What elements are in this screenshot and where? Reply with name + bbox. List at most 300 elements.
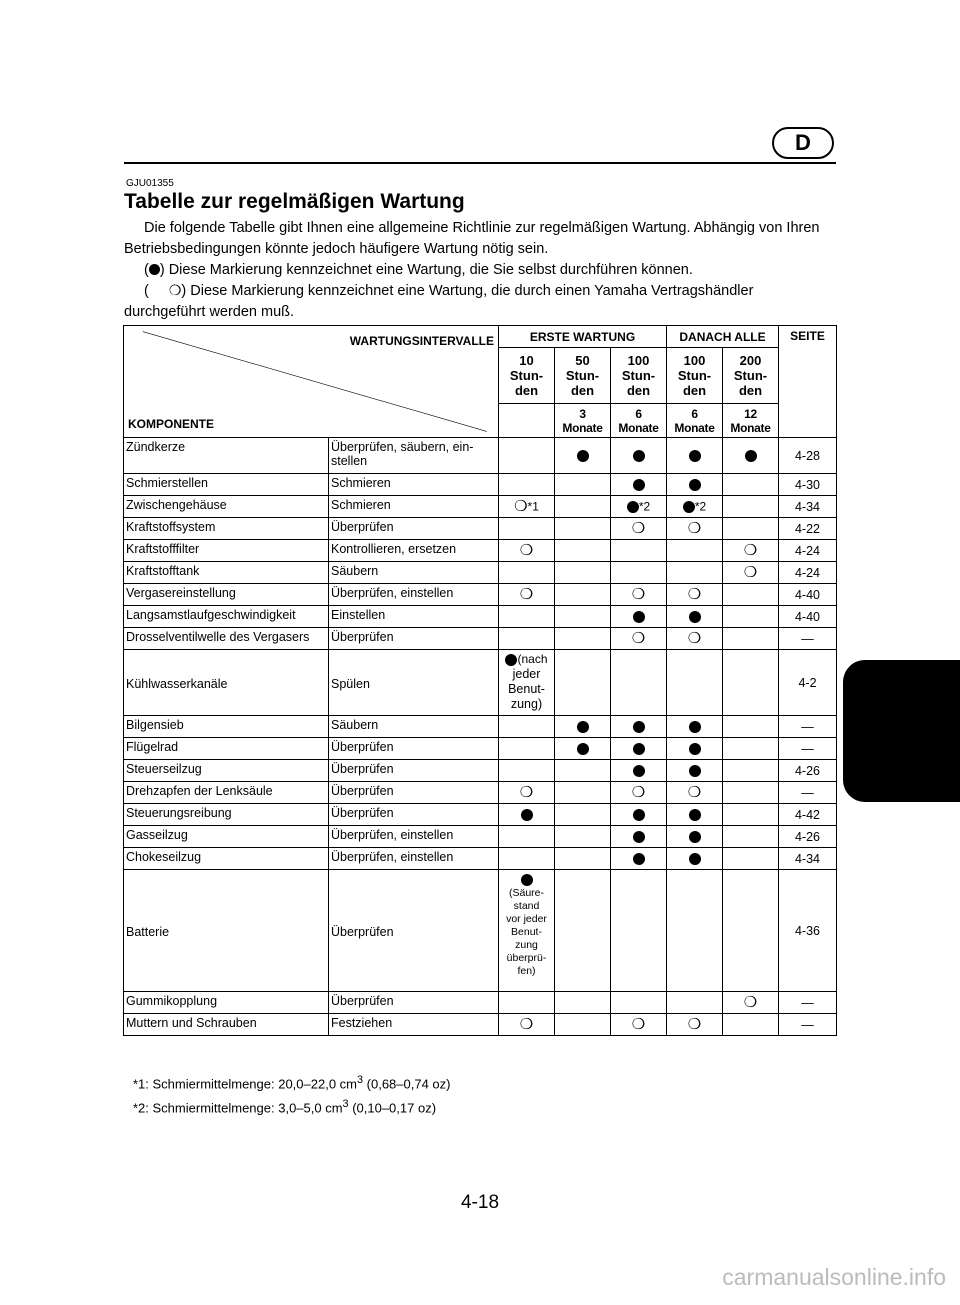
cell-text: 10 — [519, 353, 534, 368]
page-ref-cell: 4-40 — [779, 584, 837, 606]
action-cell — [329, 760, 499, 782]
filled-circle-icon — [689, 809, 701, 821]
interval-cell — [667, 804, 723, 826]
header-rule — [124, 162, 836, 164]
component-cell — [124, 804, 329, 826]
interval-cell — [611, 1014, 667, 1036]
cell-text: Kraftstoffsystem — [126, 520, 216, 534]
mark-note: (Säure- — [508, 887, 544, 899]
cell-text: Stun- — [733, 368, 768, 383]
cell-text: Überprüfen — [331, 740, 394, 754]
cell-text: Säubern — [331, 564, 379, 578]
intro-text — [124, 218, 836, 323]
component-cell — [124, 474, 329, 496]
interval-cell — [555, 826, 611, 848]
interval-cell — [555, 606, 611, 628]
interval-cell — [723, 804, 779, 826]
page-ref-cell: 4-2 — [779, 650, 837, 716]
interval-cell — [499, 716, 555, 738]
interval-cell — [611, 496, 667, 518]
interval-cell — [667, 584, 723, 606]
mark-note: überprü- — [506, 952, 547, 964]
mark — [743, 542, 758, 560]
open-circle-icon: ❍ — [743, 564, 758, 582]
cell-text: den — [682, 383, 707, 398]
cell-text: Überprüfen, säubern, ein- — [331, 440, 474, 454]
mark — [633, 742, 645, 756]
mark — [633, 720, 645, 734]
interval-cell — [499, 1014, 555, 1036]
filled-circle-icon — [149, 264, 160, 275]
filled-circle-icon — [633, 450, 645, 462]
component-cell — [124, 848, 329, 870]
mark-note: stand — [513, 900, 540, 912]
interval-cell — [667, 474, 723, 496]
table-row — [124, 650, 837, 716]
table-row — [124, 760, 837, 782]
mark — [689, 830, 701, 844]
mark-note: jeder — [512, 667, 541, 682]
interval-cell — [499, 540, 555, 562]
table-row — [124, 606, 837, 628]
table-row — [124, 992, 837, 1014]
table-row — [124, 540, 837, 562]
mark — [631, 1016, 646, 1034]
component-cell — [124, 518, 329, 540]
table-row — [124, 584, 837, 606]
cell-text: Schmieren — [331, 476, 391, 490]
page-ref-cell: 4-34 — [779, 496, 837, 518]
legend-empty-text: ) Diese Markierung kennzeichnet eine Wartung, die durch einen Yamaha Vertragshändler durchgeführt werden muß. — [124, 283, 754, 320]
interval-cell — [723, 992, 779, 1014]
interval-cell — [723, 650, 779, 716]
hours-header — [611, 348, 667, 404]
cell-text: Kontrollieren, ersetzen — [331, 542, 457, 556]
cell-text: Stun- — [565, 368, 600, 383]
component-cell — [124, 496, 329, 518]
interval-cell — [667, 716, 723, 738]
mark — [514, 498, 539, 516]
interval-cell — [723, 870, 779, 992]
filled-circle-icon — [627, 501, 639, 513]
interval-cell — [499, 782, 555, 804]
interval-cell — [723, 562, 779, 584]
cell-text: stellen — [331, 454, 368, 468]
cell-text: Überprüfen — [331, 994, 394, 1008]
interval-cell — [555, 848, 611, 870]
interval-cell — [555, 496, 611, 518]
cell-text: Batterie — [126, 924, 170, 939]
action-cell — [329, 584, 499, 606]
footnote-text: *2: Schmiermittelmenge: 3,0–5,0 cm — [133, 1100, 343, 1116]
cell-text: Überprüfen, einstellen — [331, 828, 454, 842]
interval-cell — [555, 438, 611, 474]
mark — [689, 610, 701, 624]
mark — [577, 742, 589, 756]
interval-cell — [499, 606, 555, 628]
interval-cell — [611, 716, 667, 738]
cell-text: Kraftstofftank — [126, 564, 200, 578]
mark — [631, 630, 646, 648]
table-row — [124, 496, 837, 518]
hours-header — [723, 348, 779, 404]
footnotes — [133, 1070, 450, 1119]
mark — [631, 520, 646, 538]
interval-cell — [611, 848, 667, 870]
action-cell — [329, 650, 499, 716]
filled-circle-icon — [633, 743, 645, 755]
interval-cell — [723, 1014, 779, 1036]
action-cell — [329, 738, 499, 760]
interval-cell — [667, 738, 723, 760]
component-cell — [124, 716, 329, 738]
interval-cell — [499, 804, 555, 826]
mark-note: fen) — [517, 965, 536, 977]
mark-note: Benut- — [508, 682, 545, 697]
interval-cell — [555, 650, 611, 716]
interval-cell — [611, 826, 667, 848]
mark-note: *2 — [638, 499, 651, 514]
interval-cell — [723, 848, 779, 870]
interval-cell — [723, 540, 779, 562]
mark — [505, 652, 547, 666]
page-ref-cell: 4-22 — [779, 518, 837, 540]
interval-cell — [611, 992, 667, 1014]
intro-paragraph: Die folgende Tabelle gibt Ihnen eine allgemeine Richtlinie zur regelmäßigen Wartung. Abhängig von Ihren Betriebsbedingungen könnte jedoch häufigere Wartung nötig sein. — [124, 220, 820, 257]
interval-cell — [667, 540, 723, 562]
interval-cell — [667, 650, 723, 716]
mark — [687, 520, 702, 538]
mark — [631, 586, 646, 604]
cell-text: 100 — [683, 353, 706, 368]
interval-cell — [555, 716, 611, 738]
page-ref-cell: — — [779, 1014, 837, 1036]
action-cell — [329, 606, 499, 628]
interval-cell — [723, 738, 779, 760]
watermark: carmanualsonline.info — [722, 1264, 946, 1290]
mark — [631, 784, 646, 802]
cell-text: Kühlwasserkanäle — [126, 676, 228, 691]
filled-circle-icon — [577, 721, 589, 733]
table-row — [124, 518, 837, 540]
interval-cell — [611, 584, 667, 606]
cell-text: 6 — [635, 406, 642, 421]
interval-cell — [723, 584, 779, 606]
footnote-text: *1: Schmiermittelmenge: 20,0–22,0 cm — [133, 1076, 357, 1092]
open-circle-icon: ❍ — [687, 586, 702, 604]
open-circle-icon: ❍ — [519, 784, 534, 802]
component-cell — [124, 782, 329, 804]
cell-text: Vergasereinstellung — [126, 586, 236, 600]
interval-cell — [499, 438, 555, 474]
page-ref-cell: 4-42 — [779, 804, 837, 826]
months-header — [667, 404, 723, 438]
action-cell — [329, 716, 499, 738]
interval-cell — [499, 650, 555, 716]
legend-empty-marker — [124, 281, 836, 323]
interval-cell — [555, 518, 611, 540]
hours-header — [499, 348, 555, 404]
legend-full-marker — [124, 260, 836, 281]
page-ref-cell: 4-36 — [779, 870, 837, 992]
page-ref-cell: — — [779, 992, 837, 1014]
filled-circle-icon — [633, 853, 645, 865]
open-circle-icon: ❍ — [631, 630, 646, 648]
page-ref-cell: — — [779, 738, 837, 760]
cell-text: Festziehen — [331, 1016, 393, 1030]
open-circle-icon: ❍ — [519, 1016, 534, 1034]
mark-note: (nach — [517, 652, 548, 667]
table-row — [124, 562, 837, 584]
hours-header — [555, 348, 611, 404]
page-number: 4-18 — [460, 1192, 500, 1213]
mark — [633, 808, 645, 822]
mark — [519, 586, 534, 604]
mark — [519, 1016, 534, 1034]
mark — [519, 784, 534, 802]
mark — [743, 994, 758, 1012]
component-cell — [124, 738, 329, 760]
cell-text: Einstellen — [331, 608, 386, 622]
component-cell — [124, 1014, 329, 1036]
action-cell — [329, 782, 499, 804]
mark — [689, 449, 701, 463]
interval-cell — [723, 474, 779, 496]
filled-circle-icon — [745, 450, 757, 462]
interval-cell — [555, 628, 611, 650]
interval-cell — [667, 438, 723, 474]
mark — [743, 564, 758, 582]
cell-text: Stun- — [509, 368, 544, 383]
table-row — [124, 438, 837, 474]
cell-text: Stun- — [621, 368, 656, 383]
filled-circle-icon — [633, 721, 645, 733]
footnote-1 — [133, 1070, 450, 1094]
interval-cell — [611, 738, 667, 760]
hours-header — [667, 348, 723, 404]
page-header: SEITE — [779, 326, 837, 438]
page-ref-cell: — — [779, 628, 837, 650]
filled-circle-icon — [633, 831, 645, 843]
interval-cell — [611, 562, 667, 584]
interval-cell — [611, 518, 667, 540]
interval-cell — [555, 760, 611, 782]
cell-text: Drosselventilwelle des Vergasers — [126, 630, 310, 644]
interval-cell — [723, 782, 779, 804]
interval-cell — [499, 628, 555, 650]
mark — [633, 478, 645, 492]
cell-text: Überprüfen, einstellen — [331, 586, 454, 600]
mark — [689, 742, 701, 756]
cell-text: Überprüfen, einstellen — [331, 850, 454, 864]
legend-paren: ( — [144, 262, 149, 278]
mark — [689, 720, 701, 734]
legend-paren: ( — [144, 283, 149, 299]
mark — [519, 542, 534, 560]
cell-text: Zwischengehäuse — [126, 498, 227, 512]
page-ref-cell: — — [779, 716, 837, 738]
mark — [521, 872, 533, 886]
interval-cell — [723, 628, 779, 650]
filled-circle-icon — [689, 765, 701, 777]
component-cell — [124, 584, 329, 606]
mark — [577, 720, 589, 734]
cell-text: 3 — [579, 406, 586, 421]
mark — [689, 852, 701, 866]
interval-cell — [611, 540, 667, 562]
mark — [633, 830, 645, 844]
mark — [687, 1016, 702, 1034]
interval-cell — [611, 760, 667, 782]
filled-circle-icon — [577, 743, 589, 755]
cell-text: Säubern — [331, 718, 379, 732]
table-row — [124, 628, 837, 650]
cell-text: Steuerungsreibung — [126, 806, 232, 820]
mark — [687, 784, 702, 802]
cell-text: Überprüfen — [331, 784, 394, 798]
cell-text: Überprüfen — [331, 762, 394, 776]
mark — [633, 852, 645, 866]
table-row — [124, 826, 837, 848]
cell-text: Chokeseilzug — [126, 850, 202, 864]
first-service-header: ERSTE WARTUNG — [499, 326, 667, 348]
open-circle-icon: ❍ — [519, 542, 534, 560]
page-ref-cell: 4-40 — [779, 606, 837, 628]
language-badge: D — [772, 127, 834, 159]
mark — [745, 449, 757, 463]
interval-cell — [555, 992, 611, 1014]
interval-cell — [499, 992, 555, 1014]
open-circle-icon: ❍ — [687, 630, 702, 648]
superscript: 3 — [342, 1098, 349, 1111]
mark-note: vor jeder — [506, 913, 547, 925]
table-row — [124, 870, 837, 992]
months-header — [499, 404, 555, 438]
action-cell — [329, 848, 499, 870]
mark-note: zung — [515, 939, 538, 951]
cell-text: 200 — [739, 353, 762, 368]
legend-full-text: ) Diese Markierung kennzeichnet eine Wartung, die Sie selbst durchführen können. — [159, 262, 693, 278]
interval-cell — [667, 870, 723, 992]
open-circle-icon: ❍ — [631, 784, 646, 802]
interval-cell — [723, 518, 779, 540]
cell-text: Gasseilzug — [126, 828, 188, 842]
table-row — [124, 716, 837, 738]
component-cell — [124, 992, 329, 1014]
interval-cell — [723, 716, 779, 738]
filled-circle-icon — [633, 611, 645, 623]
interval-cell — [499, 496, 555, 518]
action-cell — [329, 1014, 499, 1036]
interval-cell — [499, 870, 555, 992]
header-row — [124, 326, 837, 348]
open-circle-icon: ❍ — [687, 520, 702, 538]
cell-text: Monate — [674, 420, 715, 435]
open-circle-icon: ❍ — [631, 586, 646, 604]
mark — [689, 478, 701, 492]
interval-cell — [555, 474, 611, 496]
mark — [633, 610, 645, 624]
interval-cell — [667, 606, 723, 628]
interval-cell — [611, 628, 667, 650]
cell-text: Langsamstlaufgeschwindigkeit — [126, 608, 296, 622]
component-cell — [124, 826, 329, 848]
interval-cell — [499, 518, 555, 540]
cell-text: den — [738, 383, 763, 398]
open-circle-icon: ❍ — [687, 784, 702, 802]
thereafter-header: DANACH ALLE — [667, 326, 779, 348]
table-row — [124, 848, 837, 870]
filled-circle-icon — [505, 654, 517, 666]
open-circle-icon: ❍ — [743, 542, 758, 560]
footnote-2 — [133, 1094, 450, 1118]
interval-cell — [499, 826, 555, 848]
component-cell — [124, 870, 329, 992]
action-cell — [329, 496, 499, 518]
cell-text: Überprüfen — [331, 806, 394, 820]
component-cell — [124, 606, 329, 628]
filled-circle-icon — [689, 721, 701, 733]
filled-circle-icon — [683, 501, 695, 513]
action-cell — [329, 826, 499, 848]
component-cell — [124, 438, 329, 474]
footnote-text: (0,10–0,17 oz) — [348, 1100, 437, 1116]
cell-text: Steuerseilzug — [126, 762, 202, 776]
page-ref-cell: 4-34 — [779, 848, 837, 870]
component-cell — [124, 628, 329, 650]
months-header — [555, 404, 611, 438]
component-cell — [124, 562, 329, 584]
superscript: 3 — [357, 1074, 364, 1086]
interval-cell — [611, 870, 667, 992]
interval-cell — [611, 650, 667, 716]
mark — [687, 586, 702, 604]
cell-text: 6 — [691, 406, 698, 421]
interval-cell — [555, 870, 611, 992]
open-circle-icon: ❍ — [631, 520, 646, 538]
mark — [577, 449, 589, 463]
interval-cell — [667, 826, 723, 848]
section-tab — [843, 660, 960, 802]
action-cell — [329, 562, 499, 584]
cell-text: Schmierstellen — [126, 476, 208, 490]
open-circle-icon: ❍ — [514, 498, 528, 516]
interval-cell — [499, 760, 555, 782]
interval-cell — [667, 760, 723, 782]
interval-cell — [723, 826, 779, 848]
mark — [687, 630, 702, 648]
filled-circle-icon — [521, 809, 533, 821]
page-ref-cell: 4-26 — [779, 760, 837, 782]
months-header — [611, 404, 667, 438]
interval-cell — [723, 438, 779, 474]
cell-text: Überprüfen — [331, 520, 394, 534]
table-row — [124, 738, 837, 760]
interval-cell — [723, 606, 779, 628]
filled-circle-icon — [689, 450, 701, 462]
open-circle-icon: ❍ — [743, 994, 758, 1012]
filled-circle-icon — [689, 743, 701, 755]
interval-cell — [499, 562, 555, 584]
interval-cell — [555, 782, 611, 804]
cell-text: den — [626, 383, 651, 398]
cell-text: Muttern und Schrauben — [126, 1016, 257, 1030]
action-cell — [329, 438, 499, 474]
cell-text: 100 — [627, 353, 650, 368]
filled-circle-icon — [633, 765, 645, 777]
filled-circle-icon — [577, 450, 589, 462]
interval-cell — [611, 438, 667, 474]
